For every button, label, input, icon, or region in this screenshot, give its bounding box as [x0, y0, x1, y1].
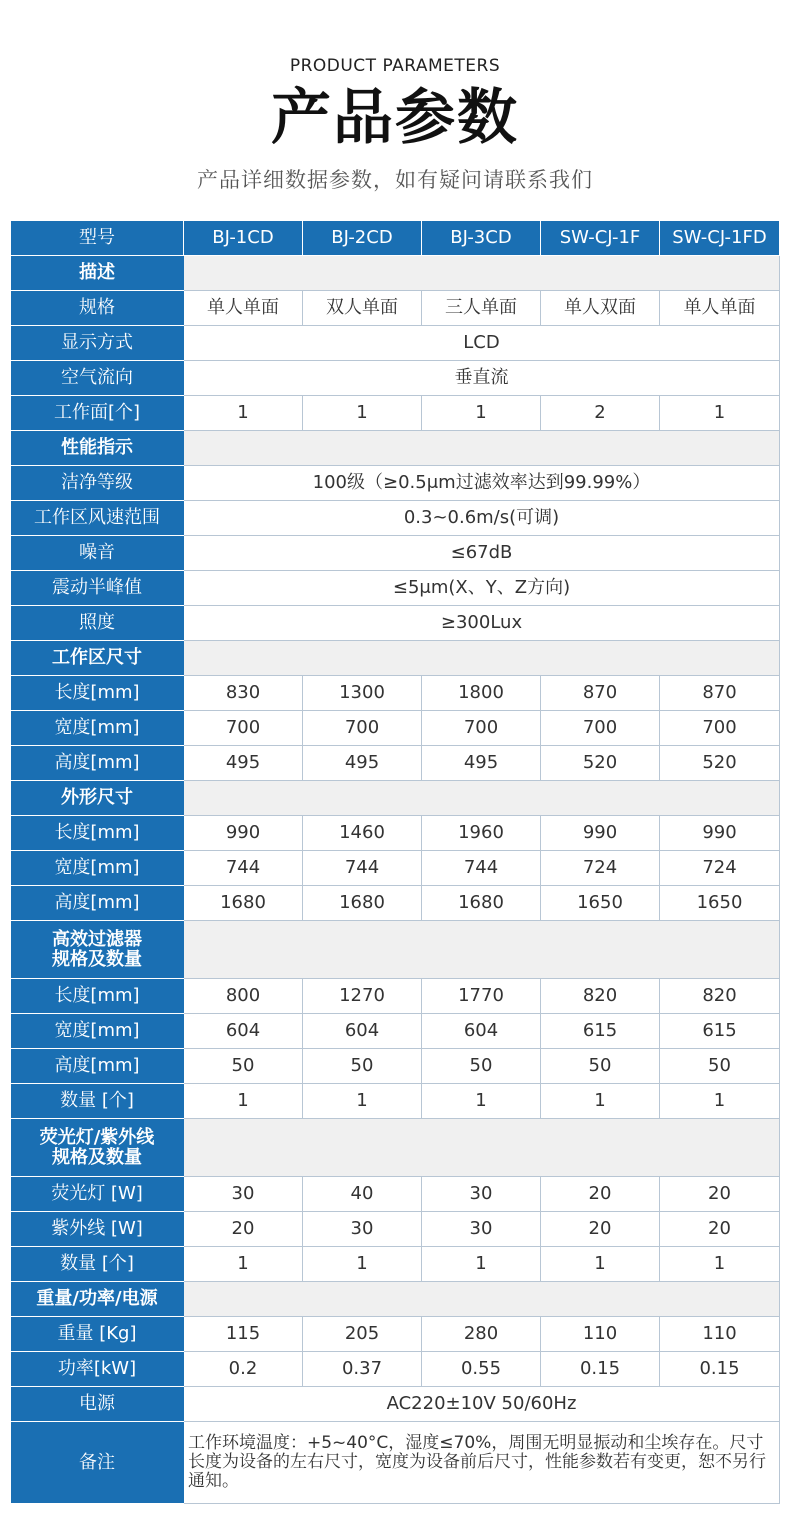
- row-label: 照度: [11, 606, 184, 641]
- section-label: 性能指示: [11, 431, 184, 466]
- table-row: [11, 501, 780, 536]
- table-cell: 870: [541, 676, 660, 711]
- table-cell: 30: [422, 1177, 541, 1212]
- table-cell: 1: [303, 396, 422, 431]
- section-label: 外形尺寸: [11, 781, 184, 816]
- table-cell: 1300: [303, 676, 422, 711]
- table-cell: 30: [184, 1177, 303, 1212]
- table-row: [11, 291, 780, 326]
- table-row: [11, 816, 780, 851]
- section-label: 描述: [11, 256, 184, 291]
- table-cell: 744: [184, 851, 303, 886]
- table-cell: 30: [303, 1212, 422, 1247]
- section-spacer: [184, 641, 780, 676]
- table-cell: 20: [660, 1177, 780, 1212]
- section-label: [11, 921, 184, 979]
- model-name: BJ-1CD: [184, 221, 303, 256]
- section-label-line: 规格及数量: [52, 948, 142, 970]
- table-cell: 744: [303, 851, 422, 886]
- table-cell: 30: [422, 1212, 541, 1247]
- spanning-cell: ≤5μm(X、Y、Z方向): [184, 571, 780, 606]
- section-row: [11, 921, 780, 979]
- row-label: 洁净等级: [11, 466, 184, 501]
- table-header-row: [11, 221, 780, 256]
- row-label: 高度[mm]: [11, 746, 184, 781]
- table-cell: 830: [184, 676, 303, 711]
- table-cell: 50: [303, 1049, 422, 1084]
- table-cell: 495: [184, 746, 303, 781]
- section-row: [11, 1119, 780, 1177]
- row-label: 宽度[mm]: [11, 851, 184, 886]
- table-row: [11, 1177, 780, 1212]
- table-cell: 0.55: [422, 1352, 541, 1387]
- table-row: [11, 979, 780, 1014]
- table-cell: 1: [184, 1084, 303, 1119]
- table-cell: 1: [422, 1247, 541, 1282]
- row-label: 规格: [11, 291, 184, 326]
- table-cell: 615: [660, 1014, 780, 1049]
- table-cell: 604: [303, 1014, 422, 1049]
- table-row: [11, 536, 780, 571]
- row-label: 宽度[mm]: [11, 711, 184, 746]
- table-cell: 1: [541, 1084, 660, 1119]
- section-row: [11, 256, 780, 291]
- row-label: 噪音: [11, 536, 184, 571]
- table-cell: 50: [184, 1049, 303, 1084]
- table-cell: 520: [660, 746, 780, 781]
- table-cell: 1: [303, 1247, 422, 1282]
- table-cell: 870: [660, 676, 780, 711]
- row-label: 数量 [个]: [11, 1247, 184, 1282]
- row-label: 紫外线 [W]: [11, 1212, 184, 1247]
- table-row: [11, 1387, 780, 1422]
- model-name: BJ-3CD: [422, 221, 541, 256]
- table-cell: 1770: [422, 979, 541, 1014]
- spanning-cell: ≥300Lux: [184, 606, 780, 641]
- table-cell: 50: [422, 1049, 541, 1084]
- row-label: 高度[mm]: [11, 1049, 184, 1084]
- table-cell: 1460: [303, 816, 422, 851]
- table-cell: 1800: [422, 676, 541, 711]
- row-label: 长度[mm]: [11, 979, 184, 1014]
- table-row: [11, 1422, 780, 1504]
- section-spacer: [184, 1119, 780, 1177]
- table-cell: 0.15: [541, 1352, 660, 1387]
- page-title: 产品参数: [271, 83, 519, 153]
- table-cell: 990: [541, 816, 660, 851]
- row-label: 重量 [Kg]: [11, 1317, 184, 1352]
- table-cell: 615: [541, 1014, 660, 1049]
- table-row: [11, 1212, 780, 1247]
- section-label-line: 荧光灯/紫外线: [39, 1126, 155, 1148]
- section-row: [11, 431, 780, 466]
- table-cell: 495: [422, 746, 541, 781]
- table-cell: 115: [184, 1317, 303, 1352]
- row-label: 高度[mm]: [11, 886, 184, 921]
- english-title: PRODUCT PARAMETERS: [289, 56, 501, 76]
- table-cell: 1680: [184, 886, 303, 921]
- table-row: [11, 1014, 780, 1049]
- table-cell: 三人单面: [422, 291, 541, 326]
- table-cell: 820: [660, 979, 780, 1014]
- table-row: [11, 746, 780, 781]
- table-row: [11, 1247, 780, 1282]
- spanning-cell: ≤67dB: [184, 536, 780, 571]
- table-cell: 1: [422, 1084, 541, 1119]
- table-cell: 1: [303, 1084, 422, 1119]
- model-name: SW-CJ-1FD: [660, 221, 780, 256]
- table-cell: 820: [541, 979, 660, 1014]
- section-spacer: [184, 256, 780, 291]
- table-cell: 744: [422, 851, 541, 886]
- table-cell: 单人单面: [184, 291, 303, 326]
- table-cell: 1: [422, 396, 541, 431]
- section-spacer: [184, 431, 780, 466]
- table-cell: 700: [660, 711, 780, 746]
- section-row: [11, 781, 780, 816]
- parameter-table: [10, 220, 780, 1504]
- table-cell: 495: [303, 746, 422, 781]
- table-cell: 1: [184, 1247, 303, 1282]
- table-cell: 0.37: [303, 1352, 422, 1387]
- table-cell: 990: [184, 816, 303, 851]
- section-label: 工作区尺寸: [11, 641, 184, 676]
- table-row: [11, 1317, 780, 1352]
- table-row: [11, 1049, 780, 1084]
- section-label-line: 规格及数量: [52, 1146, 142, 1168]
- table-row: [11, 1084, 780, 1119]
- table-row: [11, 851, 780, 886]
- section-row: [11, 641, 780, 676]
- table-cell: 724: [541, 851, 660, 886]
- table-row: [11, 571, 780, 606]
- table-cell: 单人双面: [541, 291, 660, 326]
- table-cell: 20: [541, 1212, 660, 1247]
- row-label: 工作区风速范围: [11, 501, 184, 536]
- table-cell: 1680: [303, 886, 422, 921]
- section-label: 重量/功率/电源: [11, 1282, 184, 1317]
- table-cell: 1960: [422, 816, 541, 851]
- table-row: [11, 1352, 780, 1387]
- table-cell: 单人单面: [660, 291, 780, 326]
- table-row: [11, 676, 780, 711]
- table-cell: 1650: [541, 886, 660, 921]
- table-cell: 20: [184, 1212, 303, 1247]
- table-cell: 1: [660, 1247, 780, 1282]
- table-cell: 1: [184, 396, 303, 431]
- row-label: 震动半峰值: [11, 571, 184, 606]
- row-label: 备注: [11, 1422, 184, 1504]
- table-cell: 700: [541, 711, 660, 746]
- section-row: [11, 1282, 780, 1317]
- model-name: BJ-2CD: [303, 221, 422, 256]
- table-cell: 20: [660, 1212, 780, 1247]
- section-label: [11, 1119, 184, 1177]
- table-cell: 1: [660, 1084, 780, 1119]
- spanning-cell: AC220±10V 50/60Hz: [184, 1387, 780, 1422]
- table-cell: 604: [184, 1014, 303, 1049]
- table-cell: 50: [541, 1049, 660, 1084]
- table-cell: 20: [541, 1177, 660, 1212]
- row-label: 宽度[mm]: [11, 1014, 184, 1049]
- table-cell: 205: [303, 1317, 422, 1352]
- spanning-cell: 0.3~0.6m/s(可调): [184, 501, 780, 536]
- table-row: [11, 361, 780, 396]
- table-cell: 0.2: [184, 1352, 303, 1387]
- section-spacer: [184, 781, 780, 816]
- table-row: [11, 711, 780, 746]
- section-label-line: 高效过滤器: [52, 928, 142, 950]
- table-cell: 1270: [303, 979, 422, 1014]
- spanning-cell: 100级（≥0.5μm过滤效率达到99.99%）: [184, 466, 780, 501]
- table-cell: 800: [184, 979, 303, 1014]
- table-row: [11, 886, 780, 921]
- table-cell: 724: [660, 851, 780, 886]
- parameter-table-body: [11, 221, 780, 1504]
- table-row: [11, 606, 780, 641]
- table-row: [11, 326, 780, 361]
- table-cell: 2: [541, 396, 660, 431]
- table-row: [11, 466, 780, 501]
- table-row: [11, 396, 780, 431]
- spanning-cell: 垂直流: [184, 361, 780, 396]
- table-cell: 40: [303, 1177, 422, 1212]
- table-cell: 1680: [422, 886, 541, 921]
- table-cell: 604: [422, 1014, 541, 1049]
- table-cell: 110: [541, 1317, 660, 1352]
- table-cell: 1650: [660, 886, 780, 921]
- row-label: 功率[kW]: [11, 1352, 184, 1387]
- row-label: 长度[mm]: [11, 676, 184, 711]
- table-cell: 110: [660, 1317, 780, 1352]
- table-cell: 700: [422, 711, 541, 746]
- row-label: 工作面[个]: [11, 396, 184, 431]
- section-spacer: [184, 921, 780, 979]
- table-cell: 280: [422, 1317, 541, 1352]
- table-cell: 1: [541, 1247, 660, 1282]
- row-label: 数量 [个]: [11, 1084, 184, 1119]
- table-cell: 700: [184, 711, 303, 746]
- spanning-cell: LCD: [184, 326, 780, 361]
- table-cell: 990: [660, 816, 780, 851]
- row-label: 荧光灯 [W]: [11, 1177, 184, 1212]
- table-cell: 1: [660, 396, 780, 431]
- table-cell: 520: [541, 746, 660, 781]
- row-label: 电源: [11, 1387, 184, 1422]
- model-name: SW-CJ-1F: [541, 221, 660, 256]
- table-cell: 700: [303, 711, 422, 746]
- table-cell: 双人单面: [303, 291, 422, 326]
- row-label: 显示方式: [11, 326, 184, 361]
- row-label: 长度[mm]: [11, 816, 184, 851]
- section-spacer: [184, 1282, 780, 1317]
- remark-text: 工作环境温度：+5~40°C，湿度≤70%，周围无明显振动和尘埃存在。尺寸长度为设备的左右尺寸，宽度为设备前后尺寸，性能参数若有变更，恕不另行通知。: [184, 1422, 780, 1504]
- table-cell: 50: [660, 1049, 780, 1084]
- page-subtitle: 产品详细数据参数，如有疑问请联系我们: [197, 168, 593, 192]
- row-label: 空气流向: [11, 361, 184, 396]
- table-cell: 0.15: [660, 1352, 780, 1387]
- model-header-label: 型号: [11, 221, 184, 256]
